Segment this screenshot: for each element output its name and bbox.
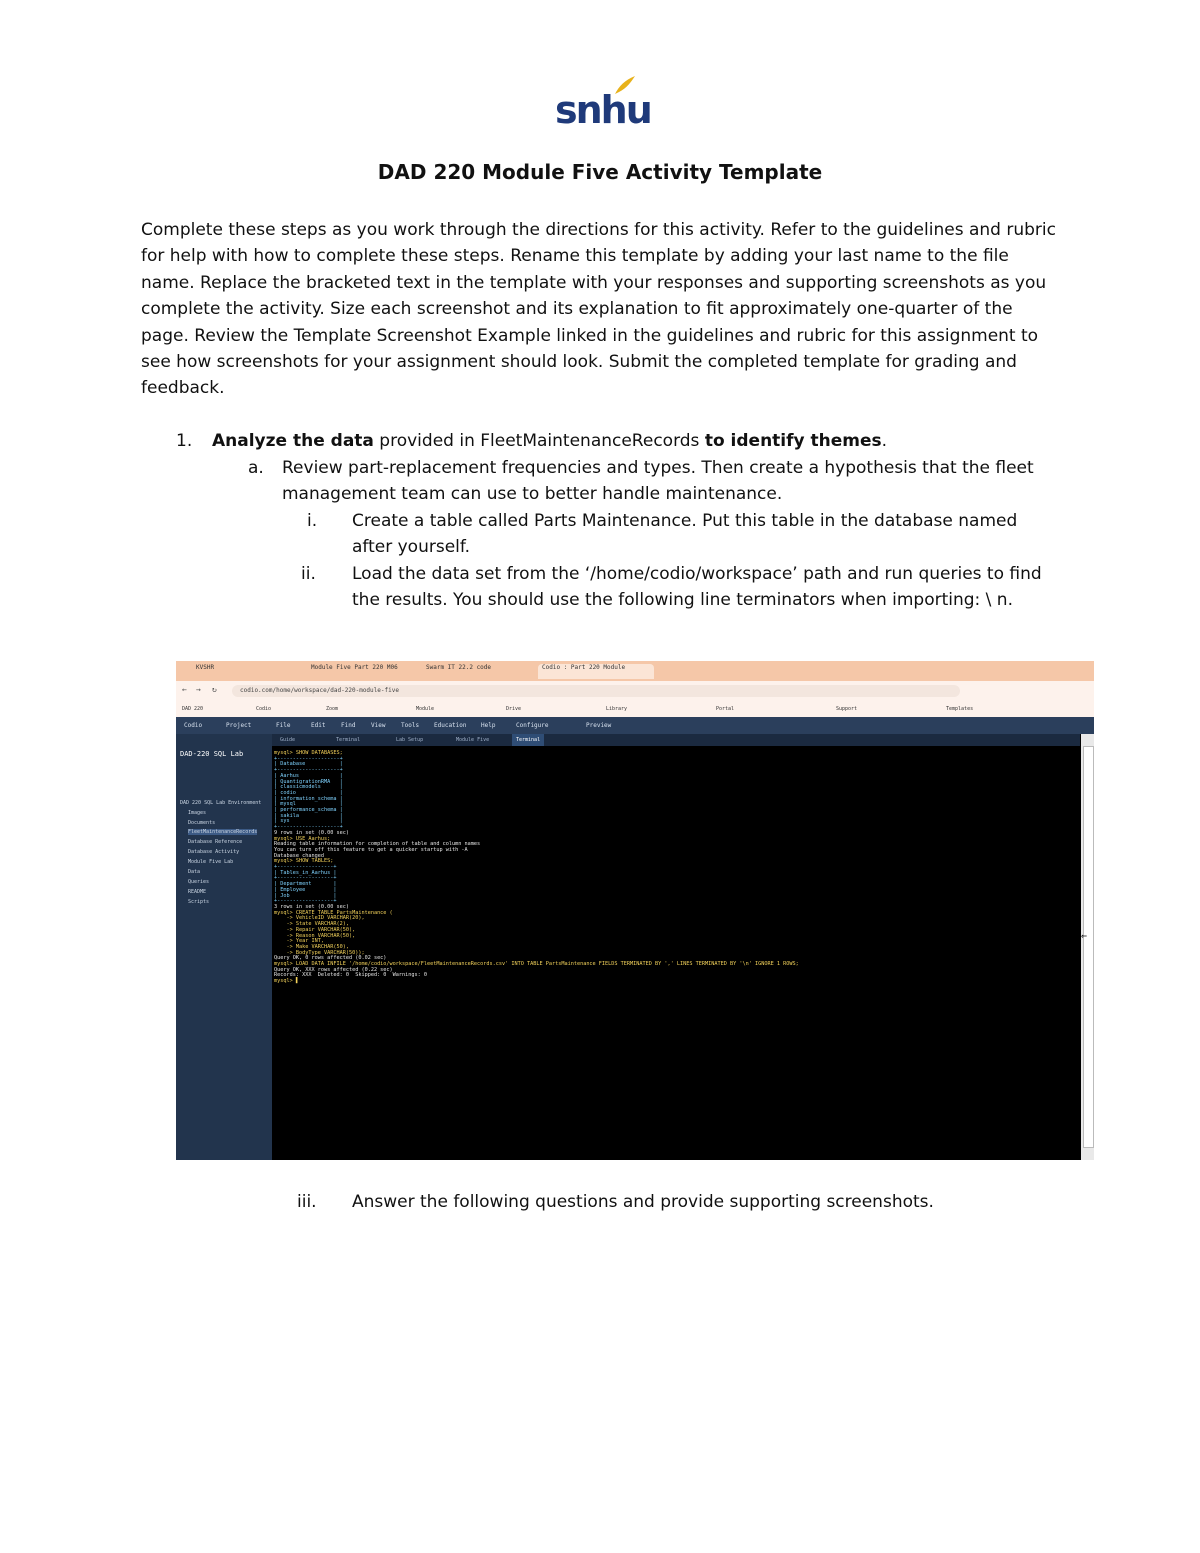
bookmark[interactable]: Library	[606, 706, 628, 712]
file-tree-item[interactable]: Documents	[188, 820, 216, 826]
bookmark[interactable]: Support	[836, 706, 858, 712]
browser-tab[interactable]: KVSHR	[196, 664, 215, 671]
menu-item[interactable]: Find	[341, 722, 356, 729]
browser-tab-active[interactable]: Codio : Part 220 Module	[538, 664, 654, 679]
editor-tab[interactable]: Guide	[280, 737, 296, 743]
url-input[interactable]: codio.com/home/workspace/dad-220-module-five	[232, 685, 960, 697]
terminal-line: -> Make VARCHAR(50),	[274, 943, 349, 950]
terminal-line: -> Year INT,	[274, 938, 324, 945]
browser-tab-bar	[176, 661, 1094, 681]
terminal-line: Reading table information for completion of table and column names	[274, 841, 481, 848]
terminal-line: | codio |	[274, 789, 343, 796]
terminal-line: Database changed	[274, 852, 324, 859]
terminal-line: +--------------------+	[274, 824, 343, 831]
file-tree-item[interactable]: README	[188, 889, 207, 895]
reload-icon[interactable]: ↻	[212, 685, 217, 694]
terminal-line: You can turn off this feature to get a quicker startup with -A	[274, 846, 468, 853]
terminal-output[interactable]	[274, 751, 1080, 1156]
item1-plain: provided in FleetMaintenanceRecords	[373, 431, 705, 451]
terminal-line: | Employee |	[274, 886, 337, 893]
snhu-logo	[555, 74, 651, 134]
file-tree-item[interactable]: Images	[188, 810, 207, 816]
list-item-ii: Load the data set from the ‘/home/codio/workspace’ path and run queries to find the results. You should use the following line terminators when importing: \ n.	[352, 564, 1042, 611]
editor-tab[interactable]: Lab Setup	[396, 737, 424, 743]
terminal-line: | QuantigrationRMA |	[274, 778, 343, 785]
file-tree-item[interactable]: Database Activity	[188, 849, 240, 855]
browser-tab[interactable]: Swarm IT 22.2 code	[426, 664, 492, 671]
terminal-line: +--------------------+	[274, 755, 343, 762]
list-letter-a: a.	[248, 458, 264, 478]
list-item-iii: Answer the following questions and provide supporting screenshots.	[352, 1192, 934, 1212]
editor-tab[interactable]: Module Five	[456, 737, 490, 743]
bookmark[interactable]: Module	[416, 706, 435, 712]
terminal-line: mysql> CREATE TABLE PartsMaintenance (	[274, 909, 393, 916]
list-item-i: Create a table called Parts Maintenance. Put this table in the database named after yourself.	[352, 511, 1018, 558]
file-tree-item[interactable]: Data	[188, 869, 201, 875]
list-item-a: Review part-replacement frequencies and types. Then create a hypothesis that the fleet management team can use to better handle maintenance.	[282, 458, 1034, 505]
logo-text: snhu	[555, 88, 651, 132]
bookmark[interactable]: Templates	[946, 706, 974, 712]
terminal-line: mysql> SHOW TABLES;	[274, 858, 334, 865]
terminal-line: | mysql |	[274, 801, 343, 808]
menu-item[interactable]: Project	[226, 722, 252, 729]
screenshot-codio-terminal	[176, 661, 1094, 1160]
terminal-line: | Job |	[274, 892, 337, 899]
terminal-line: | Database |	[274, 761, 343, 768]
menu-item[interactable]: Configure	[516, 722, 549, 729]
terminal-line: +------------------+	[274, 898, 337, 905]
menu-item[interactable]: Education	[434, 722, 467, 729]
file-tree-item[interactable]: DAD 220 SQL Lab Environment	[180, 800, 262, 806]
menu-item[interactable]: Tools	[401, 722, 420, 729]
terminal-line: +--------------------+	[274, 767, 343, 774]
terminal-line: -> Repair VARCHAR(50),	[274, 926, 356, 933]
menu-item[interactable]: Preview	[586, 722, 612, 729]
document-title: DAD 220 Module Five Activity Template	[377, 160, 823, 184]
file-tree-item-selected[interactable]: FleetMaintenanceRecords	[188, 829, 258, 835]
item1-bold-a: Analyze the data	[212, 431, 374, 451]
file-tree-sidebar	[176, 734, 272, 1160]
terminal-line: Records: XXX Deleted: 0 Skipped: 0 Warnings: 0	[274, 972, 428, 979]
file-tree-item[interactable]: Scripts	[188, 899, 210, 905]
menu-item[interactable]: View	[371, 722, 386, 729]
browser-address-bar	[176, 681, 1094, 701]
terminal-line: | performance_schema |	[274, 807, 343, 814]
terminal-line: -> VehicleID VARCHAR(20),	[274, 915, 365, 922]
terminal-line: | Aarhus |	[274, 772, 343, 779]
resize-handle-icon[interactable]: ⇐	[1081, 931, 1088, 942]
editor-tab[interactable]: Terminal	[336, 737, 361, 743]
terminal-line: mysql> USE Aarhus;	[274, 835, 331, 842]
terminal-line: | classicmodels |	[274, 784, 343, 791]
bookmark[interactable]: Zoom	[326, 706, 339, 712]
terminal-line: | sakila |	[274, 812, 343, 819]
ide-menu-bar	[176, 717, 1094, 734]
list-roman-iii: iii.	[297, 1192, 317, 1212]
terminal-line: | information_schema |	[274, 795, 343, 802]
menu-item[interactable]: Codio	[184, 722, 203, 729]
terminal-line: mysql> ▌	[274, 978, 299, 985]
list-number-1: 1.	[176, 431, 193, 451]
bookmark[interactable]: DAD 220	[182, 706, 204, 712]
bookmarks-bar	[176, 701, 1094, 717]
forward-icon[interactable]: →	[196, 685, 201, 694]
item1-bold-b: to identify themes	[704, 431, 882, 451]
terminal-line: mysql> LOAD DATA INFILE '/home/codio/workspace/FleetMaintenanceRecords.csv' INTO TABLE PartsMaintenance FIELDS TERMINATED BY ',' LINES TERMINATED BY '\n' IGNORE 1 ROWS;	[274, 961, 799, 968]
bookmark[interactable]: Portal	[716, 706, 735, 712]
bookmark[interactable]: Drive	[506, 706, 522, 712]
item1-end: .	[881, 431, 888, 451]
intro-paragraph: Complete these steps as you work through the directions for this activity. Refer to the guidelines and rubric for help with how to complete these steps. Rename this template by adding your last name to the file name. Replace the bracketed text in the template with your responses and supporting screenshots as you complete the activity. Size each screenshot and its explanation to fit approximately one-quarter of the page. Review the Template Screenshot Example linked in the guidelines and rubric for this assignment to see how screenshots for your assignment should look. Submit the completed template for grading and feedback.	[141, 220, 1056, 399]
list-item-1	[212, 428, 1072, 454]
back-icon[interactable]: ←	[182, 685, 187, 694]
file-tree-item[interactable]: Module Five Lab	[188, 859, 234, 865]
terminal-line: Query OK, 0 rows affected (0.02 sec)	[274, 955, 387, 962]
file-tree-item[interactable]: Queries	[188, 879, 210, 885]
terminal-line: -> BodyType VARCHAR(50));	[274, 949, 365, 956]
sidebar-title: DAD-220 SQL Lab	[180, 750, 244, 758]
terminal-line: 3 rows in set (0.00 sec)	[274, 903, 349, 910]
menu-item[interactable]: Help	[481, 722, 496, 729]
menu-item[interactable]: Edit	[311, 722, 326, 729]
list-roman-i: i.	[307, 511, 318, 531]
terminal-line: | sys |	[274, 818, 343, 825]
terminal-line: +------------------+	[274, 864, 337, 871]
browser-tab[interactable]: Module Five Part 220 M06	[311, 664, 398, 671]
list-roman-ii: ii.	[301, 564, 316, 584]
terminal-line: Query OK, XXX rows affected (0.22 sec)	[274, 966, 393, 973]
bookmark[interactable]: Codio	[256, 706, 272, 712]
terminal-line: 9 rows in set (0.00 sec)	[274, 829, 349, 836]
terminal-line: | Tables_in_Aarhus |	[274, 869, 337, 876]
terminal-line: -> Reason VARCHAR(50),	[274, 932, 356, 939]
scrollbar[interactable]	[1081, 734, 1094, 1160]
flame-icon	[613, 74, 637, 96]
terminal-line: mysql> SHOW DATABASES;	[274, 750, 343, 756]
menu-item[interactable]: File	[276, 722, 291, 729]
editor-tab-bar	[272, 734, 1080, 746]
terminal-line: +------------------+	[274, 875, 337, 882]
terminal-line: -> State VARCHAR(2),	[274, 921, 349, 928]
file-tree-item[interactable]: Database Reference	[188, 839, 243, 845]
editor-tab-active[interactable]: Terminal	[512, 734, 544, 746]
terminal-line: | Department |	[274, 881, 337, 888]
scrollbar-thumb[interactable]	[1083, 746, 1094, 1148]
